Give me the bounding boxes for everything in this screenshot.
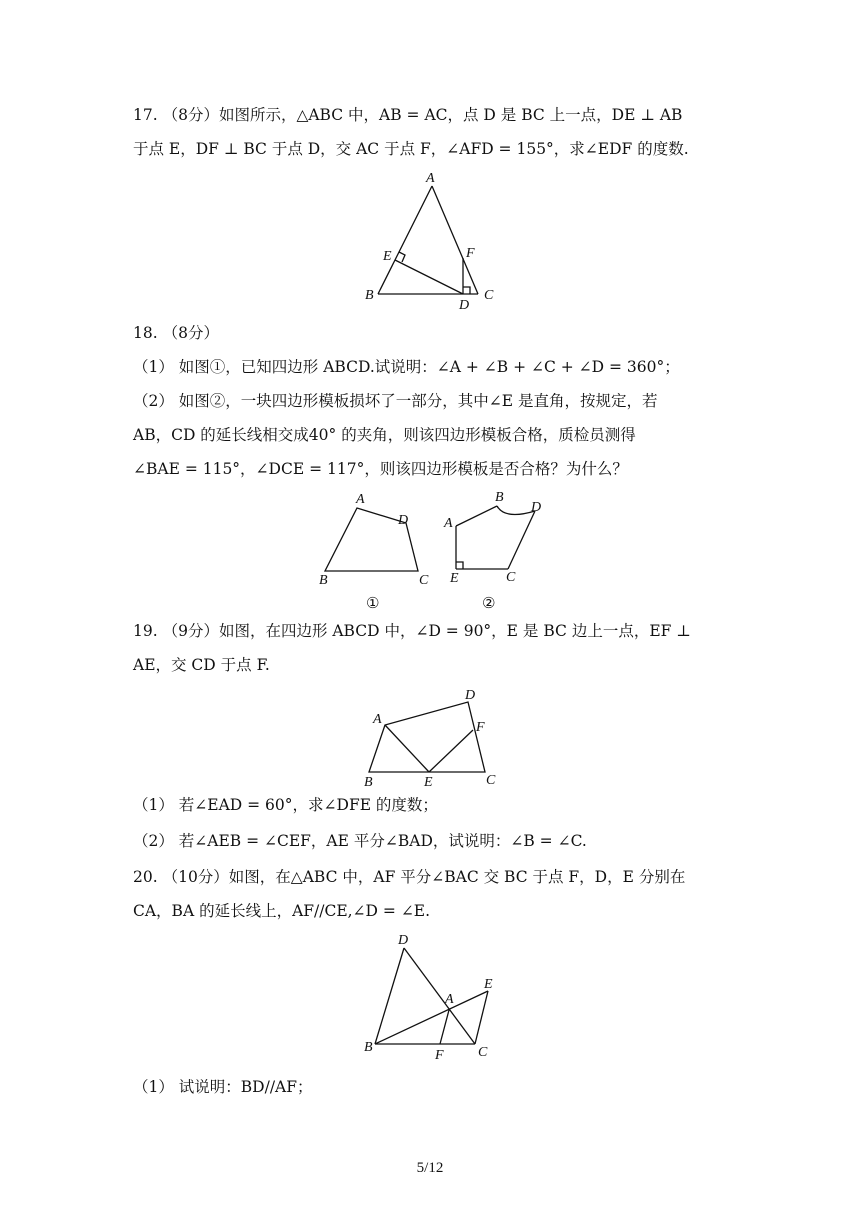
label-c: C [419,573,429,588]
page-number: 5/12 [416,1160,444,1176]
problem-19-q1: （1） 若∠EAD = 60°，求∠DFE 的度数； [133,796,438,814]
segment-de [395,260,463,294]
label-e: E [484,977,493,992]
label-f: F [476,720,485,735]
label-a: A [373,712,382,727]
problem-20-q1: （1） 试说明：BD//AF； [133,1078,313,1096]
problem-18-q2-line-1: （2） 如图②，一块四边形模板损坏了一部分，其中∠E 是直角，按规定，若 [133,392,658,410]
problem-18-q2-line-3: ∠BAE = 115°，∠DCE = 117°，则该四边形模板是否合格？为什么？ [133,460,628,478]
caption-2: ② [482,594,496,612]
figure-19 [355,682,505,792]
label-e: E [450,571,459,586]
figure-17 [360,168,510,316]
label-b: B [365,288,374,303]
right-angle-e [399,252,405,262]
label-a: A [445,992,454,1007]
segment-ac [432,186,478,294]
figure-18-1 [310,488,440,612]
figure-18-2 [438,484,558,612]
label-b: B [319,573,328,588]
segment-ef [429,730,473,772]
segment-ce [475,991,488,1044]
label-a: A [356,492,365,507]
label-d: D [531,500,542,515]
label-d: D [459,298,470,313]
segment-ab [378,186,432,294]
quadrilateral-abcd [369,702,485,772]
label-d: D [398,513,409,528]
label-d: D [465,688,476,703]
right-angle-d [463,287,470,294]
segment-ab [456,506,497,526]
label-a: A [444,516,453,531]
label-a: A [426,171,435,186]
caption-1: ① [366,594,380,612]
segment-af [440,1010,449,1044]
label-c: C [506,570,516,585]
segment-cd [508,511,535,569]
problem-17-line-1: 17. （8分）如图所示，△ABC 中，AB = AC，点 D 是 BC 上一点，DE ⊥ AB [133,106,683,124]
problem-18-q1: （1） 如图①，已知四边形 ABCD.试说明：∠A + ∠B + ∠C + ∠D = 360°； [133,358,680,376]
label-c: C [486,773,496,788]
label-f: F [466,246,475,261]
problem-19-line-2: AE，交 CD 于点 F. [133,656,270,674]
segment-ae [385,725,429,772]
label-d: D [398,933,409,948]
broken-edge-bd [497,506,535,515]
problem-17-line-2: 于点 E，DF ⊥ BC 于点 D，交 AC 于点 F，∠AFD = 155°，求∠EDF 的度数. [133,140,689,158]
problem-18-header: 18. （8分） [133,324,219,342]
label-e: E [383,249,392,264]
figure-20 [358,928,508,1060]
label-b: B [495,490,504,505]
problem-19-line-1: 19. （9分）如图，在四边形 ABCD 中，∠D = 90°，E 是 BC 边上一点，EF ⊥ [133,622,691,640]
label-c: C [478,1045,488,1060]
label-f: F [435,1048,444,1060]
problem-19-q2: （2） 若∠AEB = ∠CEF，AE 平分∠BAD，试说明：∠B = ∠C. [133,832,587,850]
segment-be [375,991,488,1044]
label-b: B [364,1040,373,1055]
label-e: E [424,775,433,790]
problem-20-line-1: 20. （10分）如图，在△ABC 中，AF 平分∠BAC 交 BC 于点 F，D，E 分别在 [133,868,686,886]
segment-db [375,948,404,1044]
right-angle-e [456,562,463,569]
segment-dc [404,948,475,1044]
problem-20-line-2: CA，BA 的延长线上，AF//CE,∠D = ∠E. [133,902,431,920]
problem-18-q2-line-2: AB，CD 的延长线相交成40° 的夹角，则该四边形模板合格，质检员测得 [133,426,636,444]
label-b: B [364,775,373,790]
label-c: C [484,288,494,303]
